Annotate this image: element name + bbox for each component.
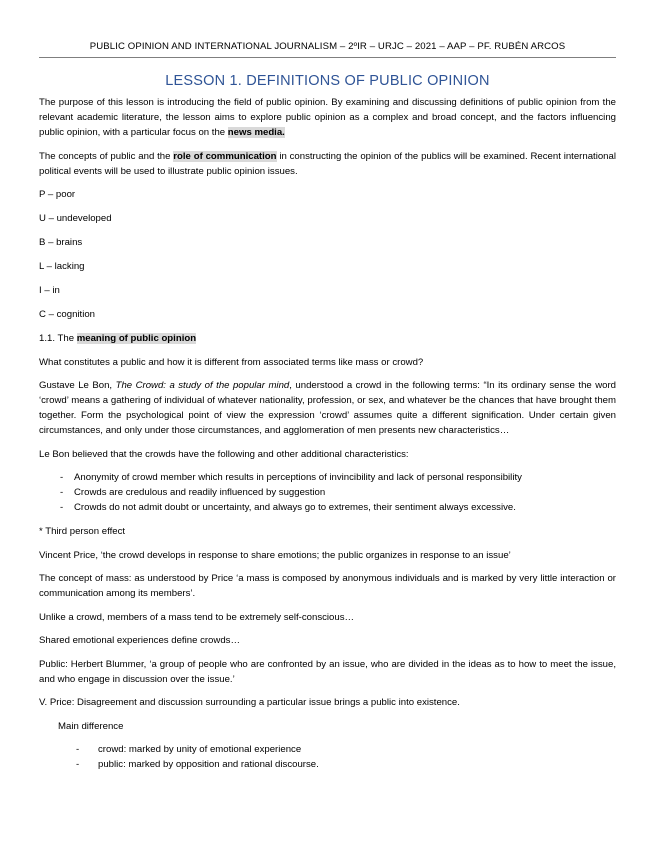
differences-list bbox=[39, 742, 616, 772]
acronym-line: C – cognition bbox=[39, 309, 95, 320]
acronym-line: B – brains bbox=[39, 237, 83, 248]
lebon-paragraph: Gustave Le Bon, The Crowd: a study of the popular mind, understood a crowd in the following terms: “In its ordinary sense the word ‘crowd’ means a gathering of individual of whatever nationality, profession, or sex, and whatever be the chances that have brought them together. Form the psychological point of view the expression ‘crowd’ assumes quite a different signification. Under certain given circumstances, and only under those circumstances, and agglomeration of men presents new characteristics… bbox=[39, 380, 617, 436]
document-page bbox=[39, 0, 616, 772]
section-heading: 1.1. The meaning of public opinion bbox=[39, 333, 197, 344]
running-header: PUBLIC OPINION AND INTERNATIONAL JOURNALISM – 2ºIR – URJC – 2021 – AAP – PF. RUBÉN ARCOS bbox=[39, 39, 616, 58]
list-item: - Crowds are credulous and readily influenced by suggestion bbox=[60, 487, 326, 498]
acronym-line: L – lacking bbox=[39, 261, 85, 272]
shared-emotional-paragraph: Shared emotional experiences define crowds… bbox=[39, 635, 241, 646]
dash-bullet: - bbox=[60, 472, 64, 483]
unlike-crowd-paragraph: Unlike a crowd, members of a mass tend to be extremely self-conscious… bbox=[39, 611, 355, 623]
list-item: - Anonymity of crowd member which results in perceptions of invincibility and lack of personal responsibility bbox=[60, 472, 522, 483]
highlight-meaning-of-public-opinion: meaning of public opinion bbox=[76, 333, 197, 344]
intro-paragraph-2: The concepts of public and the role of communication in constructing the opinion of the publics will be examined. Recent international political events will be used to illustrate public opinion issues. bbox=[39, 150, 616, 177]
lesson-title: LESSON 1. DEFINITIONS OF PUBLIC OPINION bbox=[165, 73, 490, 89]
highlight-role-of-communication: role of communication bbox=[173, 150, 277, 162]
list-item: - public: marked by opposition and rational discourse. bbox=[76, 759, 319, 770]
intro-paragraph-1: The purpose of this lesson is introducing the field of public opinion. By examining and discussing definitions of public opinion from the relevant academic literature, the lesson aims to explore public opinion as a complex and broad concept, and the factors influencing public opinion, with a particular focus on the news media. bbox=[39, 97, 616, 138]
lebon-believed-paragraph: Le Bon believed that the crowds have the following and other additional characteristics: bbox=[39, 448, 409, 460]
dash-bullet: - bbox=[60, 502, 64, 513]
list-item: - crowd: marked by unity of emotional experience bbox=[76, 744, 302, 755]
price-crowd-paragraph: Vincent Price, ‘the crowd develops in response to share emotions; the public organizes in response to an issue’ bbox=[39, 549, 511, 561]
question-paragraph: What constitutes a public and how it is different from associated terms like mass or crowd? bbox=[39, 356, 424, 368]
price-disagreement-paragraph: V. Price: Disagreement and discussion surrounding a particular issue brings a public into existence. bbox=[39, 697, 460, 708]
dash-bullet: - bbox=[76, 759, 80, 770]
dash-bullet: - bbox=[60, 487, 64, 498]
third-person-note: * Third person effect bbox=[39, 526, 126, 537]
crowd-traits-list bbox=[39, 470, 616, 515]
acronym-line: U – undeveloped bbox=[39, 213, 112, 224]
main-difference-label: Main difference bbox=[58, 720, 124, 732]
acronym-line: I – in bbox=[39, 285, 60, 296]
highlight-news-media: news media. bbox=[227, 127, 285, 138]
blummer-paragraph: Public: Herbert Blummer, ‘a group of people who are confronted by an issue, who are divided in the ideas as to how to meet the issue, and who engage in discussion over the issue.’ bbox=[39, 658, 616, 685]
mass-concept-paragraph: The concept of mass: as understood by Price ‘a mass is composed by anonymous individuals and is marked by very little interaction or communication among its members’. bbox=[39, 573, 616, 599]
acronym-line: P – poor bbox=[39, 189, 76, 200]
dash-bullet: - bbox=[76, 744, 80, 755]
list-item: - Crowds do not admit doubt or uncertainty, and always go to extremes, their sentiment always excessive. bbox=[60, 502, 516, 513]
book-title: The Crowd: a study of the popular mind bbox=[115, 380, 290, 391]
